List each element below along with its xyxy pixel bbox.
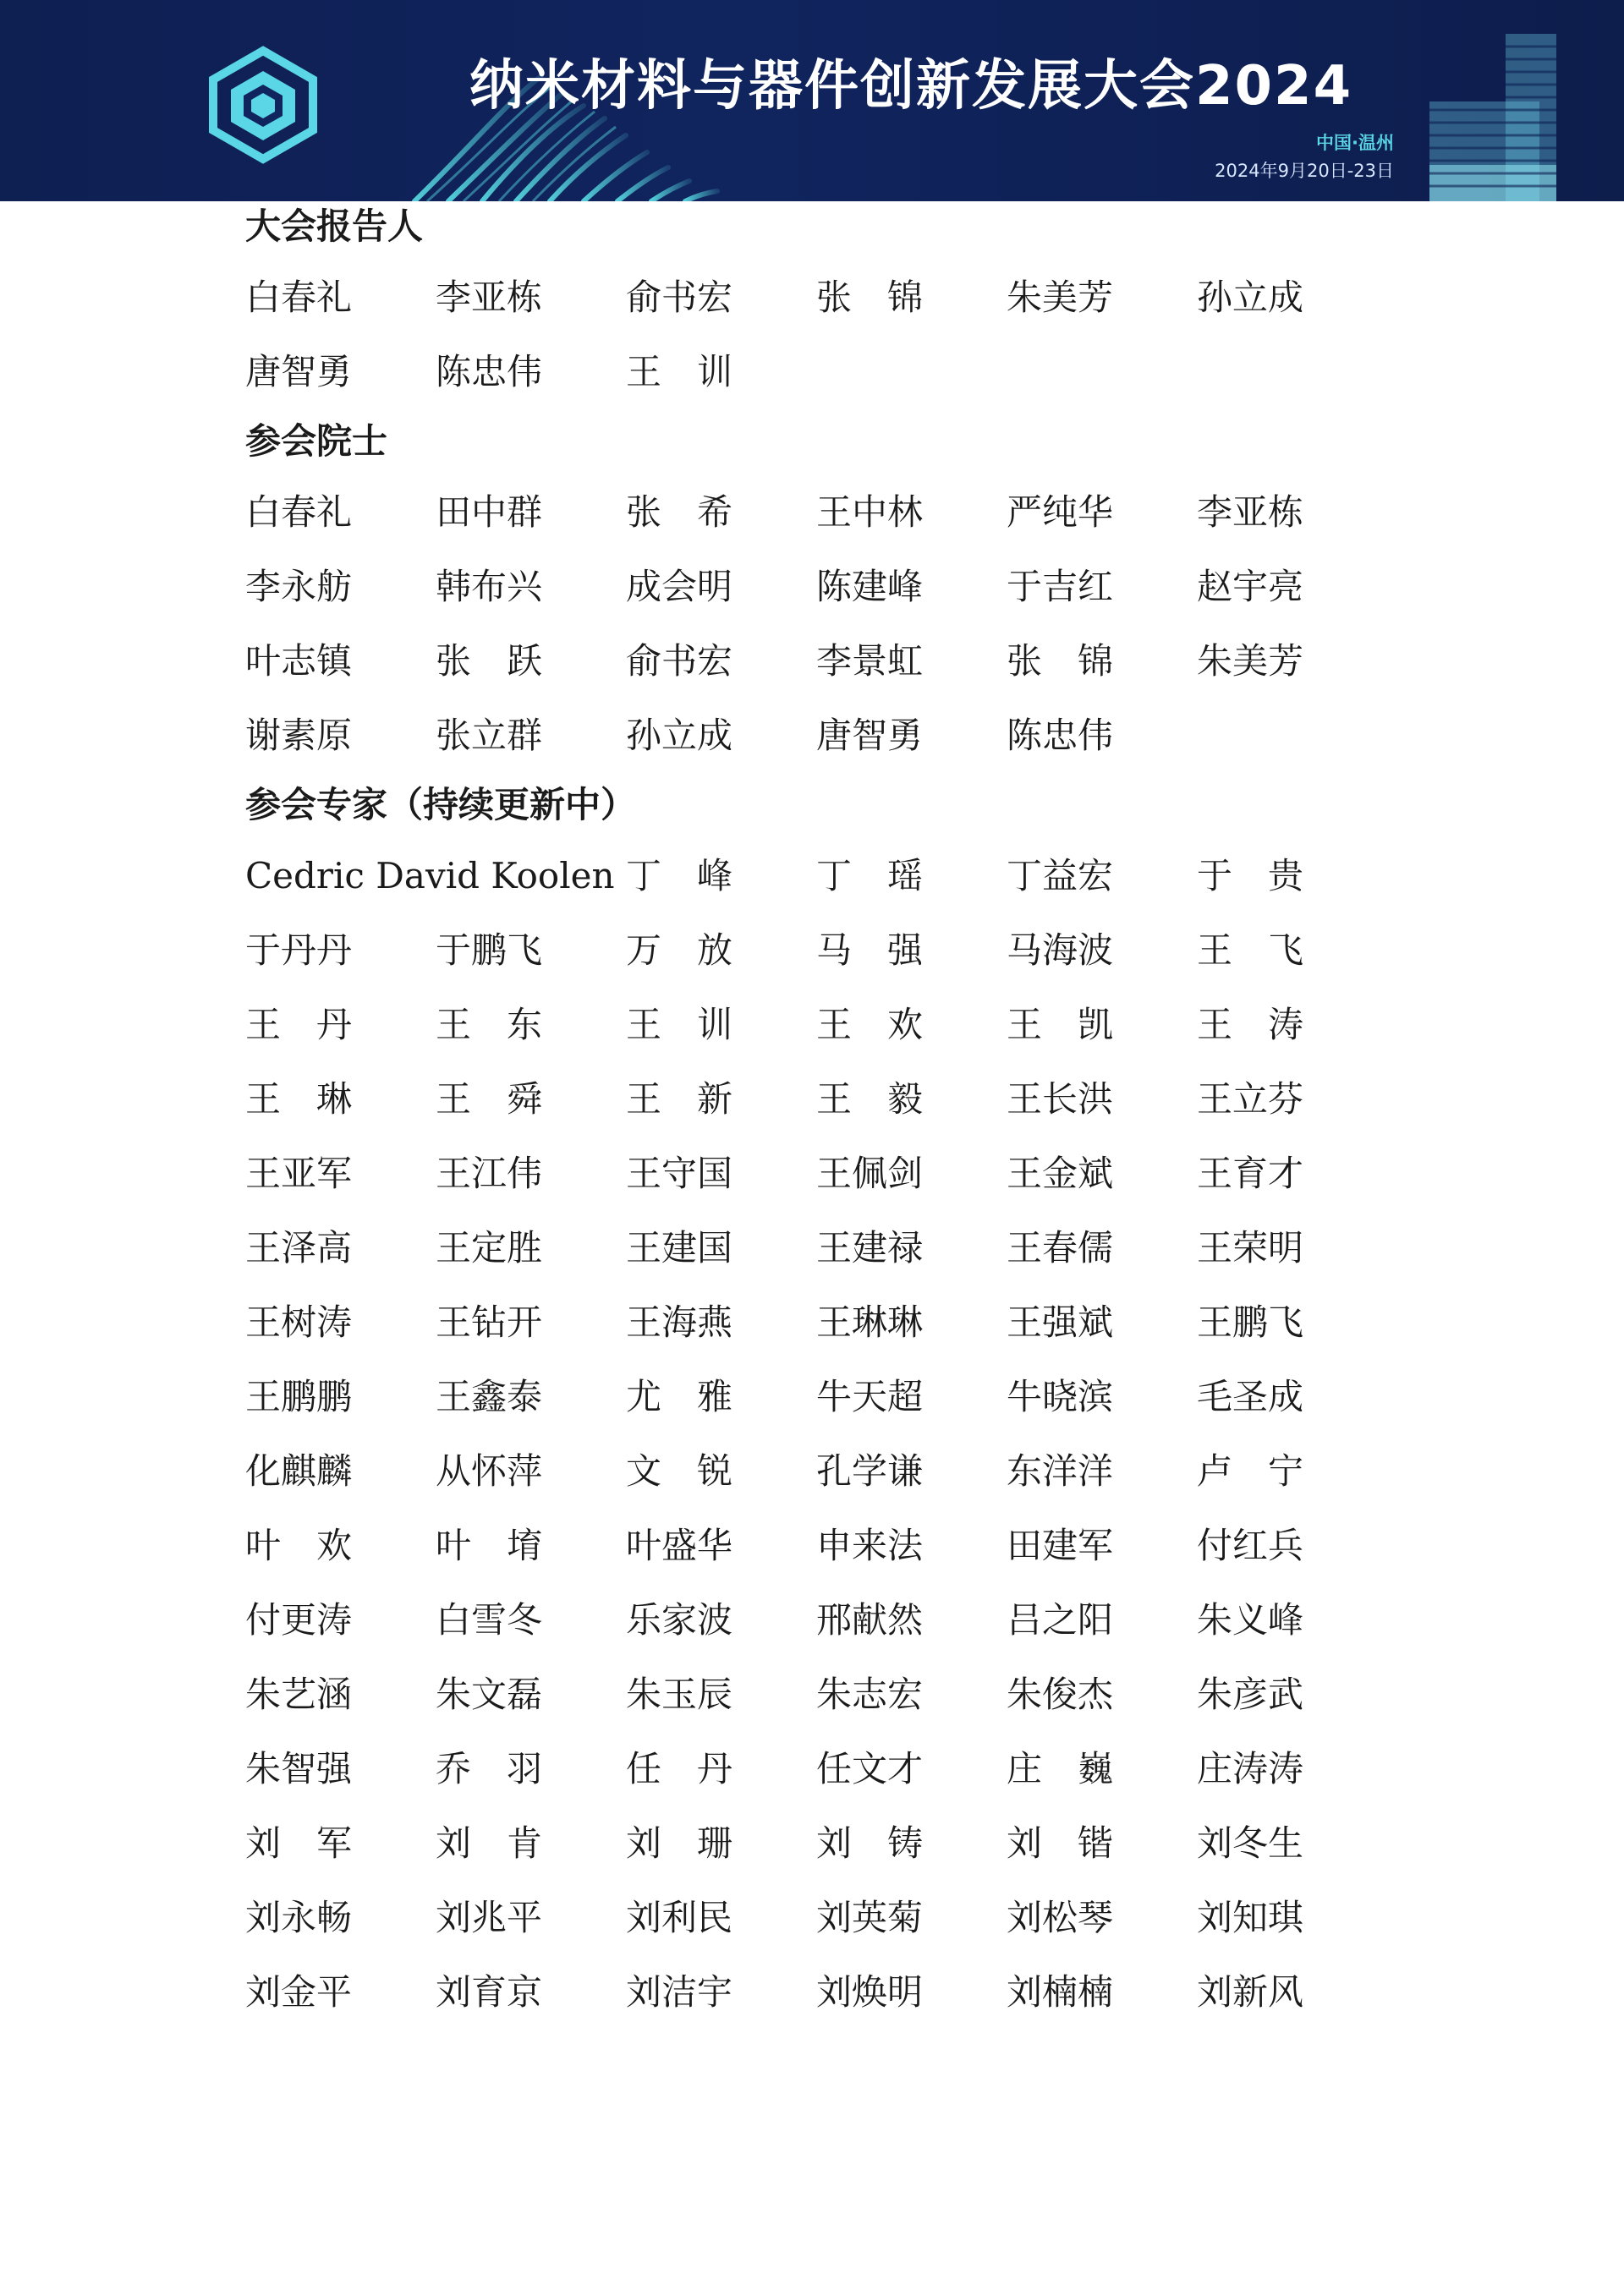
academician-name: 孙立成 [626,715,733,756]
expert-name: 刘松琴 [1007,1897,1114,1938]
expert-name: 王 毅 [816,1078,924,1120]
expert-name: 王守国 [626,1153,733,1194]
academician-name: 严纯华 [1007,491,1114,533]
attendee-lists [245,195,1379,2031]
academician-name: 李亚栋 [1197,491,1304,533]
expert-name: 王立芬 [1197,1078,1304,1120]
conference-title: 纳米材料与器件创新发展大会2024 [469,55,1353,118]
expert-name: 王育才 [1197,1153,1304,1194]
academician-name: 成会明 [626,566,733,607]
expert-name: 王荣明 [1197,1227,1304,1269]
expert-name: 吕之阳 [1007,1599,1114,1641]
expert-name: 于 贵 [1197,855,1304,896]
speaker-name: 白春礼 [245,277,353,318]
academician-name: 朱美芳 [1197,640,1304,682]
expert-name: 万 放 [626,929,733,971]
expert-name: 庄 巍 [1007,1748,1114,1789]
expert-name: 乔 羽 [436,1748,543,1789]
expert-name: 王定胜 [436,1227,543,1269]
speaker-name: 张 锦 [816,277,924,318]
expert-name: 任文才 [816,1748,924,1789]
academician-name: 韩布兴 [436,566,543,607]
expert-name: 叶 欢 [245,1525,353,1566]
academician-name: 陈忠伟 [1007,715,1114,756]
expert-name: 王海燕 [626,1301,733,1343]
expert-name: 刘新风 [1197,1971,1304,2013]
conference-location: 中国·温州 [1316,133,1394,153]
expert-name: 王建禄 [816,1227,924,1269]
conference-logo-icon [200,46,326,164]
expert-name: 文 锐 [626,1450,733,1492]
expert-name: 付红兵 [1197,1525,1304,1566]
expert-name: 刘洁宇 [626,1971,733,2013]
expert-name: 朱文磊 [436,1674,543,1715]
expert-name: 田建军 [1007,1525,1114,1566]
expert-name: 王 丹 [245,1004,353,1045]
expert-name: 王 涛 [1197,1004,1304,1045]
academician-name: 叶志镇 [245,640,353,682]
expert-name: 刘楠楠 [1007,1971,1114,2013]
expert-name: Cedric David Koolen [245,855,615,896]
expert-name: 朱彦武 [1197,1674,1304,1715]
expert-name: 朱智强 [245,1748,353,1789]
expert-name: 王强斌 [1007,1301,1114,1343]
expert-name: 付更涛 [245,1599,353,1641]
expert-name: 朱俊杰 [1007,1674,1114,1715]
expert-name: 任 丹 [626,1748,733,1789]
expert-name: 朱志宏 [816,1674,924,1715]
expert-name: 刘永畅 [245,1897,353,1938]
academician-name: 赵宇亮 [1197,566,1304,607]
expert-name: 刘焕明 [816,1971,924,2013]
academician-name: 唐智勇 [816,715,924,756]
expert-name: 王佩剑 [816,1153,924,1194]
speaker-name: 李亚栋 [436,277,543,318]
expert-name: 东洋洋 [1007,1450,1114,1492]
expert-name: 丁益宏 [1007,855,1114,896]
expert-name: 王 新 [626,1078,733,1120]
academician-name: 张 锦 [1007,640,1114,682]
academician-name: 李永舫 [245,566,353,607]
speaker-name: 唐智勇 [245,351,353,392]
expert-name: 王 东 [436,1004,543,1045]
expert-name: 朱艺涵 [245,1674,353,1715]
expert-name: 王 训 [626,1004,733,1045]
speakers-grid [245,260,1379,409]
conference-banner [0,0,1624,201]
expert-name: 王 琳 [245,1078,353,1120]
expert-name: 叶盛华 [626,1525,733,1566]
expert-name: 王金斌 [1007,1153,1114,1194]
expert-name: 丁 瑶 [816,855,924,896]
section-title-speakers: 大会报告人 [245,205,424,247]
expert-name: 于丹丹 [245,929,353,971]
expert-name: 王 凯 [1007,1004,1114,1045]
academician-name: 白春礼 [245,491,353,533]
section-title-academicians: 参会院士 [245,420,388,462]
expert-name: 卢 宁 [1197,1450,1304,1492]
expert-name: 刘 铸 [816,1822,924,1864]
expert-name: 孔学谦 [816,1450,924,1492]
expert-name: 申来法 [816,1525,924,1566]
expert-name: 刘冬生 [1197,1822,1304,1864]
expert-name: 马海波 [1007,929,1114,971]
expert-name: 化麒麟 [245,1450,353,1492]
expert-name: 刘 肯 [436,1822,543,1864]
expert-name: 丁 峰 [626,855,733,896]
expert-name: 王树涛 [245,1301,353,1343]
expert-name: 牛天超 [816,1376,924,1417]
expert-name: 刘 军 [245,1822,353,1864]
expert-name: 毛圣成 [1197,1376,1304,1417]
academician-name: 张 希 [626,491,733,533]
academicians-grid [245,475,1379,773]
expert-name: 王鑫泰 [436,1376,543,1417]
academician-name: 王中林 [816,491,924,533]
expert-name: 王亚军 [245,1153,353,1194]
expert-name: 庄涛涛 [1197,1748,1304,1789]
expert-name: 王江伟 [436,1153,543,1194]
expert-name: 王鹏鹏 [245,1376,353,1417]
expert-name: 王建国 [626,1227,733,1269]
expert-name: 刘利民 [626,1897,733,1938]
expert-name: 叶 堉 [436,1525,543,1566]
expert-name: 王春儒 [1007,1227,1114,1269]
expert-name: 王 飞 [1197,929,1304,971]
speaker-name: 孙立成 [1197,277,1304,318]
expert-name: 刘 锴 [1007,1822,1114,1864]
expert-name: 王鹏飞 [1197,1301,1304,1343]
academician-name: 陈建峰 [816,566,924,607]
expert-name: 牛晓滨 [1007,1376,1114,1417]
speaker-name: 陈忠伟 [436,351,543,392]
expert-name: 乐家波 [626,1599,733,1641]
expert-name: 王长洪 [1007,1078,1114,1120]
expert-name: 马 强 [816,929,924,971]
academician-name: 俞书宏 [626,640,733,682]
speaker-name: 朱美芳 [1007,277,1114,318]
section-title-experts: 参会专家（持续更新中） [245,784,637,825]
academician-name: 田中群 [436,491,543,533]
expert-name: 朱玉辰 [626,1674,733,1715]
expert-name: 白雪冬 [436,1599,543,1641]
academician-name: 于吉红 [1007,566,1114,607]
expert-name: 王琳琳 [816,1301,924,1343]
expert-name: 王钻开 [436,1301,543,1343]
academician-name: 张 跃 [436,640,543,682]
expert-name: 王泽高 [245,1227,353,1269]
experts-grid [245,839,1379,2030]
conference-dates: 2024年9月20日-23日 [1215,161,1394,181]
expert-name: 刘兆平 [436,1897,543,1938]
expert-name: 刘知琪 [1197,1897,1304,1938]
expert-name: 刘 珊 [626,1822,733,1864]
academician-name: 李景虹 [816,640,924,682]
expert-name: 王 欢 [816,1004,924,1045]
expert-name: 王 舜 [436,1078,543,1120]
expert-name: 于鹏飞 [436,929,543,971]
expert-name: 刘英菊 [816,1897,924,1938]
expert-name: 刘育京 [436,1971,543,2013]
expert-name: 从怀萍 [436,1450,543,1492]
expert-name: 刘金平 [245,1971,353,2013]
expert-name: 朱义峰 [1197,1599,1304,1641]
expert-name: 邢献然 [816,1599,924,1641]
academician-name: 谢素原 [245,715,353,756]
speaker-name: 俞书宏 [626,277,733,318]
speaker-name: 王 训 [626,351,733,392]
expert-name: 尤 雅 [626,1376,733,1417]
academician-name: 张立群 [436,715,543,756]
